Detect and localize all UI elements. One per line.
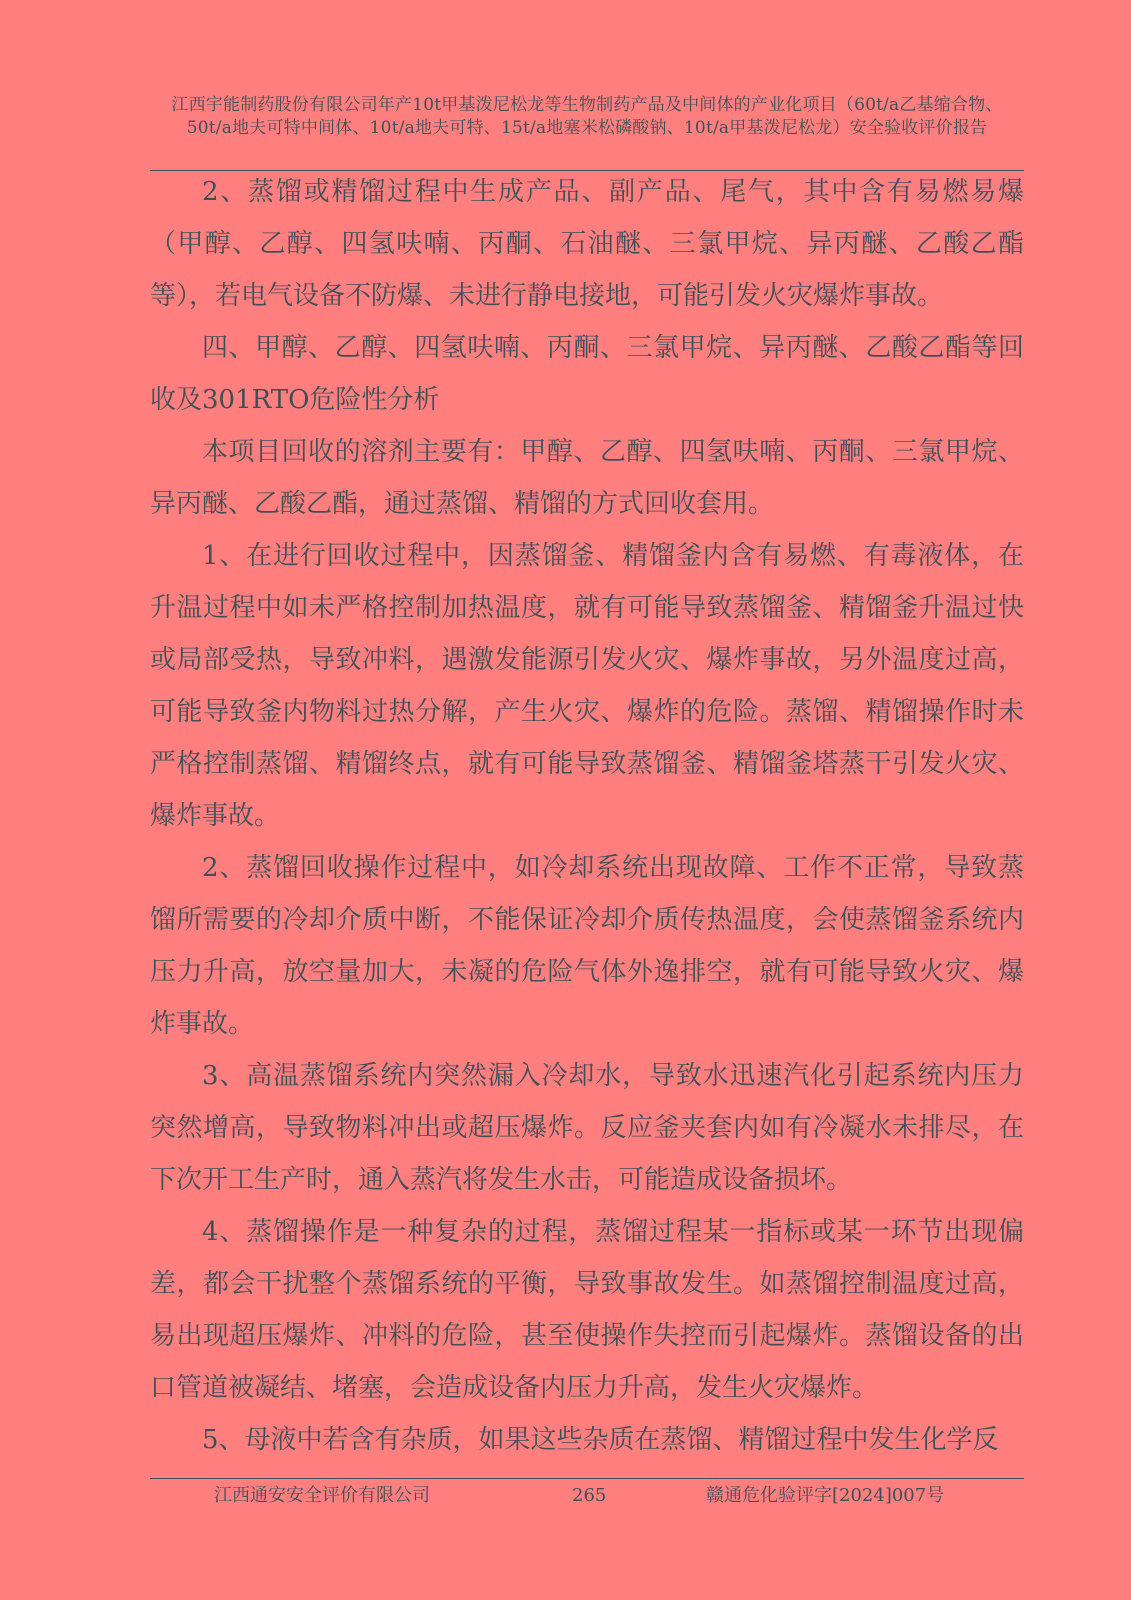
paragraph-item-3: 3、高温蒸馏系统内突然漏入冷却水，导致水迅速汽化引起系统内压力突然增高，导致物料冲出或超压爆炸。反应釜夹套内如有冷凝水未排尽，在下次开工生产时，通入蒸汽将发生水击，可能造成设备损坏。 bbox=[150, 1061, 1024, 1195]
page-header bbox=[152, 94, 1022, 140]
section-heading-solvent-recovery: 四、甲醇、乙醇、四氢呋喃、丙酮、三氯甲烷、异丙醚、乙酸乙酯等回收及301RTO危险性分析 bbox=[150, 333, 1024, 415]
paragraph-distillation-products: 2、蒸馏或精馏过程中生成产品、副产品、尾气，其中含有易燃易爆（甲醇、乙醇、四氢呋喃、丙酮、石油醚、三氯甲烷、异丙醚、乙酸乙酯等），若电气设备不防爆、未进行静电接地，可能引发火灾爆炸事故。 bbox=[150, 177, 1024, 311]
footer-doc-number: 赣通危化验评字[2024]007号 bbox=[706, 1485, 945, 1506]
paragraph-item-4: 4、蒸馏操作是一种复杂的过程，蒸馏过程某一指标或某一环节出现偏差，都会干扰整个蒸馏系统的平衡，导致事故发生。如蒸馏控制温度过高，易出现超压爆炸、冲料的危险，甚至使操作失控而引起爆炸。蒸馏设备的出口管道被凝结、堵塞，会造成设备内压力升高，发生火灾爆炸。 bbox=[150, 1217, 1024, 1403]
footer-divider bbox=[150, 1478, 1024, 1479]
paragraph-recovered-solvents: 本项目回收的溶剂主要有：甲醇、乙醇、四氢呋喃、丙酮、三氯甲烷、异丙醚、乙酸乙酯，通过蒸馏、精馏的方式回收套用。 bbox=[150, 437, 1024, 519]
paragraph-item-1: 1、在进行回收过程中，因蒸馏釜、精馏釜内含有易燃、有毒液体，在升温过程中如未严格控制加热温度，就有可能导致蒸馏釜、精馏釜升温过快或局部受热，导致冲料，遇激发能源引发火灾、爆炸事故，另外温度过高，可能导致釜内物料过热分解，产生火灾、爆炸的危险。蒸馏、精馏操作时未严格控制蒸馏、精馏终点，就有可能导致蒸馏釜、精馏釜塔蒸干引发火灾、爆炸事故。 bbox=[150, 541, 1024, 831]
page-number: 265 bbox=[572, 1485, 607, 1506]
document-body bbox=[150, 166, 1024, 1466]
paragraph-item-5: 5、母液中若含有杂质，如果这些杂质在蒸馏、精馏过程中发生化学反 bbox=[202, 1425, 999, 1455]
paragraph-item-2: 2、蒸馏回收操作过程中，如冷却系统出现故障、工作不正常，导致蒸馏所需要的冷却介质中断，不能保证冷却介质传热温度，会使蒸馏釜系统内压力升高，放空量加大，未凝的危险气体外逸排空，就有可能导致火灾、爆炸事故。 bbox=[150, 853, 1024, 1039]
footer-company: 江西通安安全评价有限公司 bbox=[214, 1485, 430, 1506]
header-title: 江西宇能制药股份有限公司年产10t甲基泼尼松龙等生物制药产品及中间体的产业化项目（60t/a乙基缩合物、50t/a地夫可特中间体、10t/a地夫可特、15t/a地塞米松磷酸钠、10t/a甲基泼尼松龙）安全验收评价报告 bbox=[171, 95, 1003, 138]
